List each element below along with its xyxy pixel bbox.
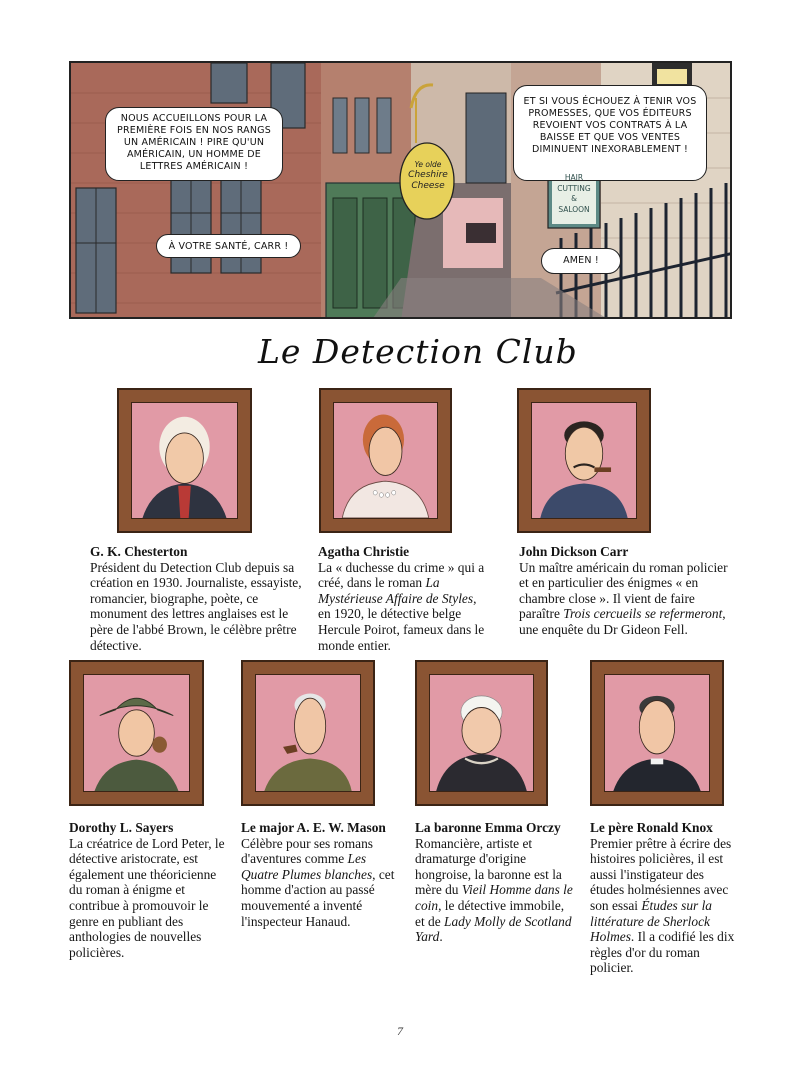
member-name: Dorothy L. Sayers <box>69 820 174 835</box>
member-name: La baronne Emma Orczy <box>415 820 561 835</box>
speech-bubble-toast: À VOTRE SANTÉ, CARR ! <box>156 234 301 258</box>
book-title: Trois cercueils se refermeront <box>563 606 723 622</box>
member-name: Le major A. E. W. Mason <box>241 820 386 835</box>
bio-chesterton <box>90 544 302 653</box>
portrait-christie <box>319 388 452 533</box>
bio-text: Célèbre pour ses romans d'aventures comme <box>241 835 374 867</box>
pub-sign-line: Cheshire <box>408 170 448 180</box>
pub-sign <box>403 159 453 192</box>
bio-text: . <box>439 929 443 945</box>
shop-sign-line: & <box>571 194 577 203</box>
book-title: Les Quatre Plumes blanches <box>241 851 373 882</box>
bio-christie <box>318 544 490 653</box>
page-number: 7 <box>397 1024 403 1038</box>
member-name: Le père Ronald Knox <box>590 820 713 835</box>
shop-sign-line: SALOON <box>558 204 590 214</box>
bio-text: Premier prêtre à écrire des histoires policières, il est aussi l'instigateur des études holmésiennes avec son essai <box>590 835 732 913</box>
speech-bubble-welcome: NOUS ACCUEILLONS POUR LA PREMIÈRE FOIS EN NOS RANGS UN AMÉRICAIN ! PIRE QU'UN AMÉRICAIN, UN HOMME DE LETTRES AMÉRICAIN ! <box>105 107 283 181</box>
page-title: Le Detection Club <box>258 332 578 371</box>
bio-orczy <box>415 820 575 945</box>
bio-mason <box>241 820 401 929</box>
speech-bubble-amen: AMEN ! <box>541 248 621 274</box>
book-title: Études sur la littérature de Sherlock Holmes <box>590 897 713 945</box>
bio-text: Un maître américain du roman policier et en particulier des énigmes « en chambre close ». Il vient de faire paraître <box>519 559 728 622</box>
bio-text: La « duchesse du crime » qui a créé, dans le roman <box>318 559 485 591</box>
bio-text: , une enquête du Dr Gideon Fell. <box>519 606 726 637</box>
bio-knox <box>590 820 740 976</box>
pub-sign-line: Cheese <box>411 181 445 191</box>
member-name: G. K. Chesterton <box>90 544 188 559</box>
bio-text: La créatrice de Lord Peter, le détective aristocrate, est également une théoricienne du roman à énigme et contribue à promouvoir le genre en publiant des anthologies de nouvelles policières. <box>69 835 225 960</box>
portrait-knox <box>590 660 724 806</box>
bio-text: , cet homme d'action au passé mouvementé a inventé l'inspecteur Hanaud. <box>241 866 395 929</box>
portrait-sayers <box>69 660 204 806</box>
bio-carr <box>519 544 737 638</box>
pub-sign-line: Ye olde <box>414 160 442 169</box>
portrait-orczy <box>415 660 548 806</box>
speech-bubble-curse: ET SI VOUS ÉCHOUEZ À TENIR VOS PROMESSES, QUE VOS ÉDITEURS REVOIENT VOS CONTRATS À LA BAISSE ET QUE VOS VENTES DIMINUENT INEXORABLEMENT ! <box>513 85 707 181</box>
member-name: John Dickson Carr <box>519 544 629 559</box>
bio-text: Président du Detection Club depuis sa création en 1930. Journaliste, essayiste, romancier, biographe, poète, ce monument des lettres anglaises est le père de l'abbé Brown, le célèbre prêtre détective. <box>90 559 302 653</box>
portrait-carr <box>517 388 651 533</box>
shop-sign-line: CUTTING <box>557 183 591 193</box>
book-title: Lady Molly de Scotland Yard <box>415 913 572 945</box>
portrait-chesterton <box>117 388 252 533</box>
book-title: Vieil Homme dans le coin <box>415 882 573 913</box>
bio-text: , le détective immobile, et de <box>415 897 565 929</box>
bio-text: Romancière, artiste et dramaturge d'origine hongroise, la baronne est la mère du <box>415 835 562 898</box>
bio-sayers <box>69 820 231 960</box>
member-name: Agatha Christie <box>318 544 410 559</box>
portrait-mason <box>241 660 375 806</box>
shop-sign-line: HAIR <box>564 173 584 182</box>
shop-sign <box>552 173 596 215</box>
bio-text: , en 1920, le détective belge Hercule Poirot, fameux dans le monde entier. <box>318 590 485 653</box>
book-title: La Mystérieuse Affaire de Styles <box>318 575 474 606</box>
bio-text: . Il a codifié les dix règles d'or du roman policier. <box>590 929 735 976</box>
comic-panel <box>69 61 732 319</box>
